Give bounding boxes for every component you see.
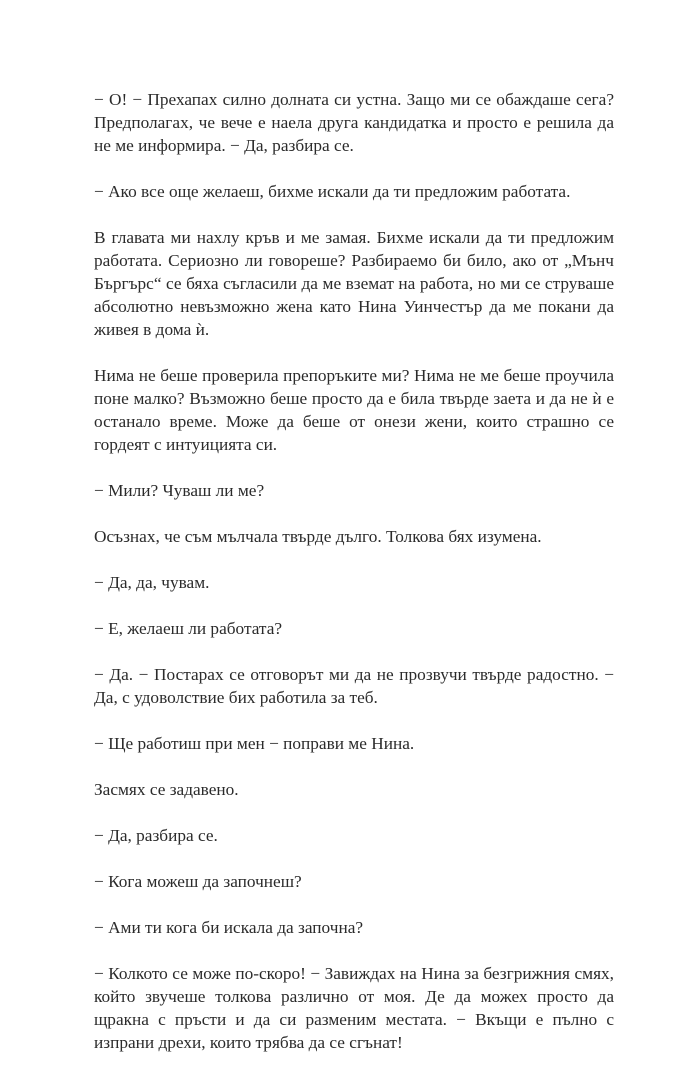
body-text — [94, 88, 614, 1077]
paragraph: Осъзнах, че съм мълчала твърде дълго. Толкова бях изумена. — [94, 527, 542, 546]
paragraph: − Колкото се може по-скоро! − Завиждах на Нина за безгрижния смях, който звучеше толкова различно от моя. Де да можех просто да щракна с пръсти и да си разменим местата. − Вкъщи е пълно с изпрани дрехи, които трябва да се сгънат! — [94, 964, 614, 1052]
paragraph: Нима не беше проверила препоръките ми? Нима не ме беше проучила поне малко? Възможно беше просто да е била твърде заета и да не ѝ е останало време. Може да беше от онези жени, които страшно се гордеят с интуицията си. — [94, 366, 614, 454]
paragraph: − О! − Прехапах силно долната си устна. Защо ми се обаждаше сега? Предполагах, че вече е наела друга кандидатка и просто е решила да не ме информира. − Да, разбира се. — [94, 90, 614, 155]
paragraph: − Ако все още желаеш, бихме искали да ти предложим работата. — [94, 182, 571, 201]
paragraph: Засмях се задавено. — [94, 780, 239, 799]
paragraph: − Да, да, чувам. — [94, 573, 210, 592]
paragraph: − Ще работиш при мен − поправи ме Нина. — [94, 734, 415, 753]
paragraph: В главата ми нахлу кръв и ме замая. Бихме искали да ти предложим работата. Сериозно ли говореше? Разбираемо би било, ако от „Мънч Бъргърс“ се бяха съгласили да ме вземат на работа, но ми се струваше абсолютно невъзможно жена като Нина Уинчестър да ме покани да живея в дома ѝ. — [94, 228, 614, 339]
paragraph: − Мили? Чуваш ли ме? — [94, 481, 265, 500]
paragraph: − Ами ти кога би искала да започна? — [94, 918, 364, 937]
paragraph: − Е, желаеш ли работата? — [94, 619, 283, 638]
paragraph: − Кога можеш да започнеш? — [94, 872, 302, 891]
paragraph: − Да, разбира се. — [94, 826, 218, 845]
paragraph: − Да. − Постарах се отговорът ми да не прозвучи твърде радостно. − Да, с удоволствие бих работила за теб. — [94, 665, 614, 707]
